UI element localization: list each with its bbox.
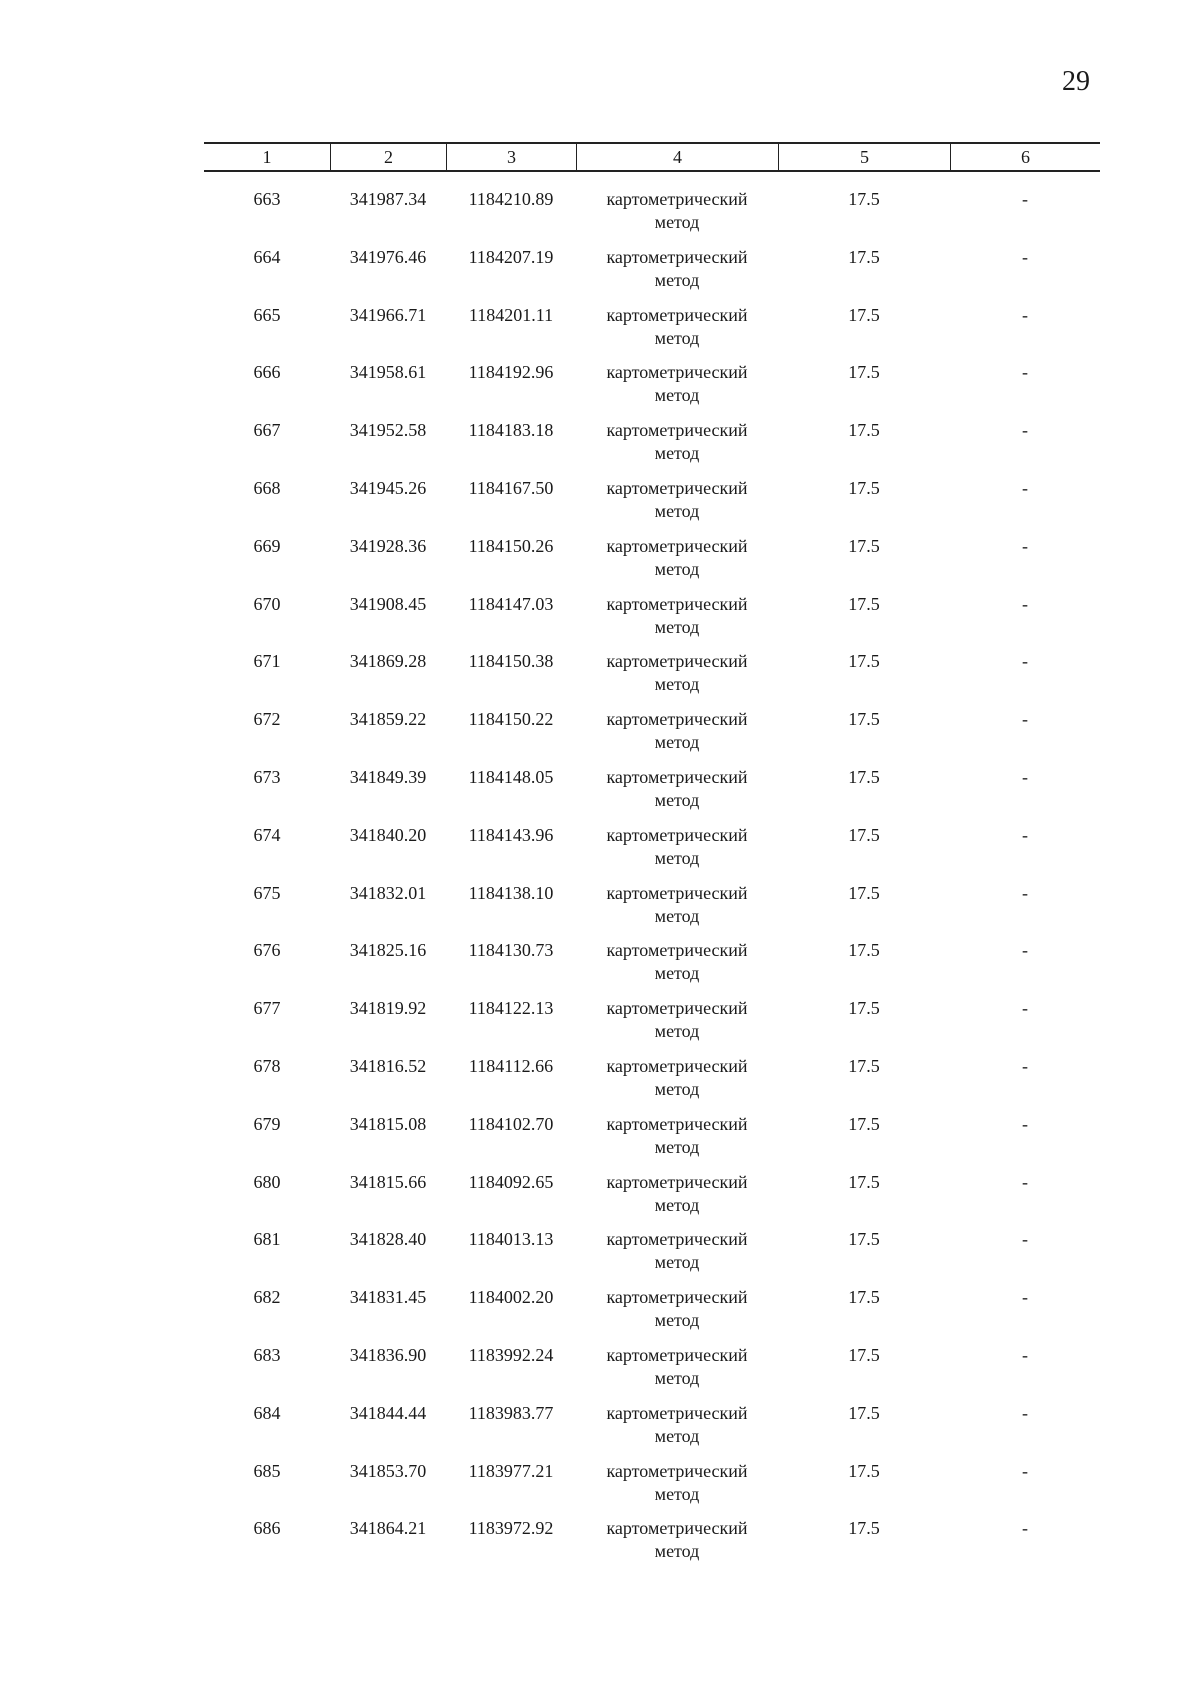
method-cell: [576, 477, 778, 523]
method-cell: [576, 766, 778, 812]
y-coordinate-cell: 1184167.50: [468, 477, 554, 498]
point-number-cell: 677: [253, 998, 281, 1019]
point-number-cell: 663: [253, 189, 281, 209]
table-row: [204, 1055, 1100, 1113]
method-line-2: метод: [654, 500, 700, 521]
method-cell: [576, 304, 778, 350]
method-line-1: картометрический: [606, 709, 748, 730]
accuracy-cell: 17.5: [848, 766, 880, 787]
x-coordinate-cell: 341844.44: [349, 1402, 427, 1423]
header-col-1: 1: [262, 147, 272, 167]
method-cell: [576, 535, 778, 581]
method-line-2: метод: [654, 212, 700, 232]
table-header-row: [204, 142, 1100, 172]
y-coordinate-cell: 1184201.11: [468, 304, 554, 325]
accuracy-cell: 17.5: [848, 998, 880, 1019]
table-row: [204, 997, 1100, 1055]
y-coordinate-cell: 1183977.21: [468, 1460, 554, 1481]
table-row: [204, 939, 1100, 997]
note-cell: -: [1022, 998, 1028, 1019]
method-line-1: картометрический: [606, 420, 748, 441]
method-line-2: метод: [654, 674, 700, 695]
method-cell: [576, 997, 778, 1043]
note-cell: -: [1022, 1344, 1028, 1365]
table-row: [204, 419, 1100, 477]
point-number-cell: 668: [253, 477, 281, 498]
point-number-cell: 670: [253, 593, 281, 614]
method-line-2: метод: [654, 963, 700, 984]
y-coordinate-cell: 1184150.26: [468, 535, 554, 556]
x-coordinate-cell: 341832.01: [349, 882, 427, 903]
y-coordinate-cell: 1184207.19: [468, 246, 554, 267]
method-line-2: метод: [654, 1425, 700, 1446]
table-row: [204, 1113, 1100, 1171]
note-cell: -: [1022, 189, 1028, 209]
method-line-1: картометрический: [606, 189, 748, 209]
method-cell: [576, 1402, 778, 1448]
header-col-2: 2: [330, 144, 446, 170]
point-number-cell: 682: [253, 1287, 281, 1308]
method-line-1: картометрический: [606, 1344, 748, 1365]
x-coordinate-cell: 341815.08: [349, 1113, 427, 1134]
method-line-1: картометрический: [606, 882, 748, 903]
note-cell: -: [1022, 420, 1028, 441]
table-row: [204, 708, 1100, 766]
table-row: [204, 1517, 1100, 1575]
point-number-cell: 680: [253, 1171, 281, 1192]
note-cell: -: [1022, 766, 1028, 787]
method-line-2: метод: [654, 1541, 700, 1562]
point-number-cell: 684: [253, 1402, 281, 1423]
method-line-1: картометрический: [606, 1055, 748, 1076]
method-cell: [576, 1286, 778, 1332]
header-col-4: 4: [576, 144, 778, 170]
y-coordinate-cell: 1184192.96: [468, 362, 554, 383]
point-number-cell: 673: [253, 766, 281, 787]
point-number-cell: 671: [253, 651, 281, 672]
point-number-cell: 669: [253, 535, 281, 556]
note-cell: -: [1022, 1460, 1028, 1481]
y-coordinate-cell: 1184148.05: [468, 766, 554, 787]
point-number-cell: 672: [253, 709, 281, 730]
method-line-1: картометрический: [606, 651, 748, 672]
method-cell: [576, 650, 778, 696]
y-coordinate-cell: 1184147.03: [468, 593, 554, 614]
x-coordinate-cell: 341859.22: [349, 709, 427, 730]
table-row: [204, 535, 1100, 593]
accuracy-cell: 17.5: [848, 1055, 880, 1076]
table-row: [204, 650, 1100, 708]
table-row: [204, 824, 1100, 882]
method-cell: [576, 188, 778, 234]
x-coordinate-cell: 341819.92: [349, 998, 427, 1019]
method-line-2: метод: [654, 1136, 700, 1157]
accuracy-cell: 17.5: [848, 362, 880, 383]
method-line-2: метод: [654, 905, 700, 926]
table-row: [204, 1171, 1100, 1229]
accuracy-cell: 17.5: [848, 824, 880, 845]
x-coordinate-cell: 341815.66: [349, 1171, 427, 1192]
method-line-2: метод: [654, 1483, 700, 1504]
method-line-2: метод: [654, 558, 700, 579]
x-coordinate-cell: 341828.40: [349, 1229, 427, 1250]
method-cell: [576, 1344, 778, 1390]
table-row: [204, 246, 1100, 304]
method-line-2: метод: [654, 789, 700, 810]
point-number-cell: 679: [253, 1113, 281, 1134]
point-number-cell: 674: [253, 824, 281, 845]
table-row: [204, 1402, 1100, 1460]
accuracy-cell: 17.5: [848, 940, 880, 961]
y-coordinate-cell: 1184112.66: [468, 1055, 554, 1076]
method-line-1: картометрический: [606, 1518, 748, 1539]
point-number-cell: 664: [253, 246, 281, 267]
y-coordinate-cell: 1183992.24: [468, 1344, 554, 1365]
method-cell: [576, 361, 778, 407]
method-line-2: метод: [654, 1310, 700, 1331]
x-coordinate-cell: 341966.71: [349, 304, 427, 325]
x-coordinate-cell: 341987.34: [349, 189, 427, 209]
method-cell: [576, 1460, 778, 1506]
method-line-2: метод: [654, 443, 700, 464]
method-line-2: метод: [654, 1194, 700, 1215]
method-line-1: картометрический: [606, 246, 748, 267]
method-line-2: метод: [654, 385, 700, 406]
point-number-cell: 683: [253, 1344, 281, 1365]
note-cell: -: [1022, 940, 1028, 961]
accuracy-cell: 17.5: [848, 1402, 880, 1423]
note-cell: -: [1022, 593, 1028, 614]
y-coordinate-cell: 1183972.92: [468, 1518, 554, 1539]
accuracy-cell: 17.5: [848, 1113, 880, 1134]
method-line-1: картометрический: [606, 304, 748, 325]
method-cell: [576, 1517, 778, 1563]
accuracy-cell: 17.5: [848, 535, 880, 556]
method-line-1: картометрический: [606, 1171, 748, 1192]
note-cell: -: [1022, 1229, 1028, 1250]
point-number-cell: 675: [253, 882, 281, 903]
table-row: [204, 766, 1100, 824]
y-coordinate-cell: 1184013.13: [468, 1229, 554, 1250]
accuracy-cell: 17.5: [848, 1287, 880, 1308]
method-line-1: картометрический: [606, 1113, 748, 1134]
note-cell: -: [1022, 304, 1028, 325]
method-line-1: картометрический: [606, 824, 748, 845]
y-coordinate-cell: 1184150.22: [468, 709, 554, 730]
x-coordinate-cell: 341853.70: [349, 1460, 427, 1481]
note-cell: -: [1022, 1171, 1028, 1192]
x-coordinate-cell: 341945.26: [349, 477, 427, 498]
note-cell: -: [1022, 1287, 1028, 1308]
x-coordinate-cell: 341831.45: [349, 1287, 427, 1308]
accuracy-cell: 17.5: [848, 246, 880, 267]
y-coordinate-cell: 1184002.20: [468, 1287, 554, 1308]
method-line-2: метод: [654, 732, 700, 753]
method-cell: [576, 1113, 778, 1159]
method-cell: [576, 246, 778, 292]
note-cell: -: [1022, 709, 1028, 730]
x-coordinate-cell: 341816.52: [349, 1055, 427, 1076]
y-coordinate-cell: 1184143.96: [468, 824, 554, 845]
note-cell: -: [1022, 362, 1028, 383]
note-cell: -: [1022, 651, 1028, 672]
method-line-1: картометрический: [606, 362, 748, 383]
method-line-2: метод: [654, 327, 700, 348]
x-coordinate-cell: 341864.21: [349, 1518, 427, 1539]
x-coordinate-cell: 341836.90: [349, 1344, 427, 1365]
method-line-2: метод: [654, 847, 700, 868]
accuracy-cell: 17.5: [848, 189, 880, 209]
point-number-cell: 681: [253, 1229, 281, 1250]
note-cell: -: [1022, 1402, 1028, 1423]
note-cell: -: [1022, 824, 1028, 845]
coordinates-table: [204, 142, 1100, 1562]
accuracy-cell: 17.5: [848, 1229, 880, 1250]
accuracy-cell: 17.5: [848, 1171, 880, 1192]
y-coordinate-cell: 1184102.70: [468, 1113, 554, 1134]
accuracy-cell: 17.5: [848, 651, 880, 672]
accuracy-cell: 17.5: [848, 1460, 880, 1481]
x-coordinate-cell: 341825.16: [349, 940, 427, 961]
method-cell: [576, 1171, 778, 1217]
accuracy-cell: 17.5: [848, 1344, 880, 1365]
table-row: [204, 882, 1100, 940]
point-number-cell: 666: [253, 362, 281, 383]
method-line-1: картометрический: [606, 1229, 748, 1250]
y-coordinate-cell: 1184210.89: [468, 189, 554, 209]
method-line-2: метод: [654, 269, 700, 290]
method-line-1: картометрический: [606, 1460, 748, 1481]
table-row: [204, 477, 1100, 535]
method-cell: [576, 882, 778, 928]
x-coordinate-cell: 341849.39: [349, 766, 427, 787]
table-row: [204, 304, 1100, 362]
point-number-cell: 676: [253, 940, 281, 961]
note-cell: -: [1022, 882, 1028, 903]
accuracy-cell: 17.5: [848, 709, 880, 730]
x-coordinate-cell: 341928.36: [349, 535, 427, 556]
y-coordinate-cell: 1184138.10: [468, 882, 554, 903]
accuracy-cell: 17.5: [848, 420, 880, 441]
accuracy-cell: 17.5: [848, 593, 880, 614]
x-coordinate-cell: 341976.46: [349, 246, 427, 267]
table-row: [204, 1228, 1100, 1286]
point-number-cell: 678: [253, 1055, 281, 1076]
table-row: [204, 361, 1100, 419]
table-row: [204, 593, 1100, 651]
table-row: [204, 1344, 1100, 1402]
method-line-1: картометрический: [606, 1287, 748, 1308]
method-line-1: картометрический: [606, 535, 748, 556]
note-cell: -: [1022, 1113, 1028, 1134]
y-coordinate-cell: 1184122.13: [468, 998, 554, 1019]
accuracy-cell: 17.5: [848, 304, 880, 325]
method-line-1: картометрический: [606, 477, 748, 498]
page-number: 29: [1062, 66, 1090, 97]
x-coordinate-cell: 341952.58: [349, 420, 427, 441]
method-line-1: картометрический: [606, 766, 748, 787]
y-coordinate-cell: 1183983.77: [468, 1402, 554, 1423]
point-number-cell: 685: [253, 1460, 281, 1481]
method-cell: [576, 1055, 778, 1101]
note-cell: -: [1022, 246, 1028, 267]
table-body: [204, 188, 1100, 1575]
note-cell: -: [1022, 477, 1028, 498]
method-line-2: метод: [654, 1252, 700, 1273]
header-col-6: 6: [950, 144, 1100, 170]
method-line-2: метод: [654, 1021, 700, 1042]
method-cell: [576, 939, 778, 985]
method-line-2: метод: [654, 1078, 700, 1099]
method-line-1: картометрический: [606, 940, 748, 961]
method-line-2: метод: [654, 616, 700, 637]
x-coordinate-cell: 341840.20: [349, 824, 427, 845]
x-coordinate-cell: 341958.61: [349, 362, 427, 383]
method-cell: [576, 824, 778, 870]
method-cell: [576, 419, 778, 465]
method-cell: [576, 708, 778, 754]
method-line-2: метод: [654, 1367, 700, 1388]
note-cell: -: [1022, 1055, 1028, 1076]
table-row: [204, 1286, 1100, 1344]
point-number-cell: 667: [253, 420, 281, 441]
method-line-1: картометрический: [606, 1402, 748, 1423]
note-cell: -: [1022, 1518, 1028, 1539]
x-coordinate-cell: 341908.45: [349, 593, 427, 614]
y-coordinate-cell: 1184150.38: [468, 651, 554, 672]
accuracy-cell: 17.5: [848, 1518, 880, 1539]
accuracy-cell: 17.5: [848, 477, 880, 498]
note-cell: -: [1022, 535, 1028, 556]
header-col-5: 5: [778, 144, 950, 170]
method-line-1: картометрический: [606, 998, 748, 1019]
header-col-3: 3: [446, 144, 576, 170]
y-coordinate-cell: 1184092.65: [468, 1171, 554, 1192]
point-number-cell: 665: [253, 304, 281, 325]
table-row: [204, 1460, 1100, 1518]
method-cell: [576, 593, 778, 639]
accuracy-cell: 17.5: [848, 882, 880, 903]
y-coordinate-cell: 1184130.73: [468, 940, 554, 961]
y-coordinate-cell: 1184183.18: [468, 420, 554, 441]
table-row: [204, 188, 1100, 246]
x-coordinate-cell: 341869.28: [349, 651, 427, 672]
method-line-1: картометрический: [606, 593, 748, 614]
point-number-cell: 686: [253, 1518, 281, 1539]
method-cell: [576, 1228, 778, 1274]
